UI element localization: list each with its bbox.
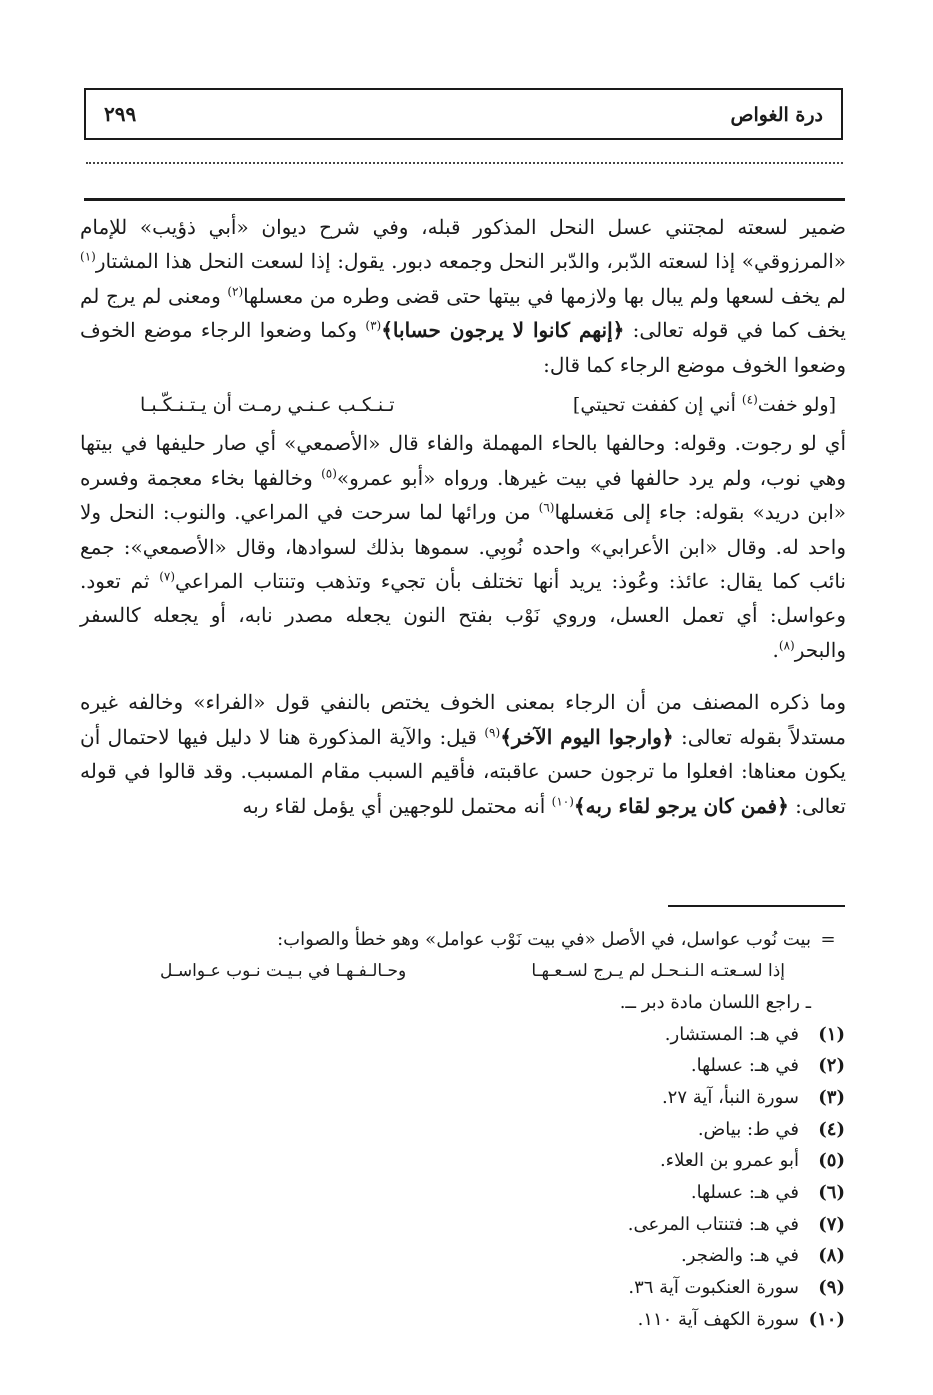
footnote-text: في ط: بياض.	[697, 1118, 799, 1140]
footnote-ref-8: (٨)	[778, 638, 795, 653]
footnote-text: أبو عمرو بن العلاء.	[659, 1150, 799, 1172]
paragraph-3	[80, 426, 846, 667]
footnote-number: (١٠)	[808, 1308, 845, 1330]
paragraph-1-text-b: لم يخف لسعها ولم يبال بها ولازمها في بيتها حتى قضى وطره من معسلها	[243, 283, 846, 308]
page-number: ٢٩٩	[104, 102, 137, 126]
footnotes	[100, 924, 845, 1336]
continuation-mark: =	[820, 929, 836, 950]
footnote-ref-3: (٣)	[365, 318, 382, 333]
footnote-number: (١)	[818, 1023, 845, 1045]
footnote-item	[100, 1050, 845, 1082]
footnote-ref-10: (١٠)	[551, 793, 574, 808]
paragraph-4-text-b: قيل: والآية المذكورة هنا لا دليل فيها لاحتمال أن يكون معناها: افعلوا ما ترجون حسن عاقبته، فأقيم السبب مقام المسبب. وقد قالوا في قوله تعالى:	[80, 724, 846, 818]
footnote-number: (٦)	[818, 1182, 845, 1204]
footnote-number: (٨)	[818, 1245, 845, 1267]
quran-verse-3: ﴿فمن كان يرجو لقاء ربه﴾	[573, 793, 789, 818]
footnote-text: في هـ: المستشار.	[664, 1023, 799, 1045]
paragraph-4	[80, 685, 846, 823]
footnote-ref-1: (١)	[80, 249, 96, 264]
footnote-text: في هـ: عسلها.	[690, 1055, 799, 1077]
footnote-ref-4: (٤)	[741, 392, 758, 407]
footnote-rule	[668, 905, 845, 907]
note-poem-second-hemistich: وحـالـفـهـا في بـيـت نـوب عـواسـل	[160, 960, 407, 981]
footnote-item	[100, 1082, 845, 1114]
quran-verse-2: ﴿وارجوا اليوم الآخر﴾	[500, 724, 674, 749]
paragraph-3-text-e: .	[772, 637, 779, 662]
footnote-text: في هـ: والضجر.	[681, 1245, 799, 1267]
footnote-item	[100, 1114, 845, 1146]
footnote-ref-7: (٧)	[159, 569, 176, 584]
paragraph-1	[80, 210, 846, 382]
footnote-number: (٩)	[818, 1277, 845, 1299]
continued-note-line-1: بيت نُوب عواسل، في الأصل «في بيت نَوْب عوامل» وهو خطأ والصواب:	[277, 929, 811, 950]
footnote-text: في هـ: عسلها.	[690, 1182, 799, 1204]
paragraph-3-text-b: وخالفها بخاء معجمة وفسره «ابن دريد» بقوله: جاء إلى مَغسلها	[80, 465, 847, 525]
poem-second-hemistich: تـنـكـب عـنـي رمـت أن يـتـنـكّـبـا	[140, 394, 395, 417]
footnote-item	[100, 1209, 845, 1241]
footnote-text: سورة العنكبوت آية ٣٦.	[628, 1277, 799, 1299]
dotted-separator	[86, 162, 843, 164]
footnote-item	[100, 1240, 845, 1272]
footnote-list	[100, 1019, 845, 1336]
poem-first-a: [ولو خفت	[757, 394, 836, 417]
poem-first-b: أني إن كففت تحيتي]	[572, 394, 742, 417]
main-text	[80, 210, 846, 823]
footnote-ref-2: (٢)	[227, 284, 244, 299]
paragraph-2-text-a: ومعنى لم يرج لم يخف كما في قوله تعالى:	[80, 283, 846, 343]
footnote-number: (٧)	[818, 1213, 845, 1235]
footnote-number: (٢)	[818, 1055, 845, 1077]
footnote-ref-5: (٥)	[321, 466, 337, 481]
paragraph-3-text-c: من ورائها لما سرحت في المراعي. والنوب: النحل ولا واحد له. وقال «ابن الأعرابي» واحده نُوبِي. سموها بذلك لسوادها، وقال «الأصمعي»: جمع نائب كما يقال: عائذ: وعُوذ: يريد أنها تختلف بأن تجيء وتذهب وتنتاب المراعي	[80, 500, 847, 594]
footnote-text: في هـ: فتنتاب المرعى.	[627, 1213, 799, 1235]
paragraph-4-text-a: وما ذكره المصنف من أن الرجاء بمعنى الخوف يختص بالنفي قول «الفراء» وخالفه غيره مستدلاً بقوله تعالى:	[80, 690, 846, 749]
continued-note-reference	[100, 987, 845, 1019]
paragraph-3-text-d: ثم تعود. وعواسل: أي تعمل العسل، وروي نَوْب بفتح النون يجعله مصدر نابه، أو يجعله كالسفر والبحر	[80, 569, 846, 662]
running-header	[84, 88, 843, 140]
footnote-item	[100, 1019, 845, 1051]
footnote-item	[100, 1304, 845, 1336]
footnote-ref-6: (٦)	[538, 500, 555, 515]
continued-note-poem	[100, 956, 845, 988]
continued-note	[100, 924, 845, 956]
footnote-item	[100, 1272, 845, 1304]
paragraph-4-text-c: أنه محتمل للوجهين أي يؤمل لقاء ربه	[242, 793, 552, 818]
poem-verse	[80, 388, 846, 422]
note-poem-first-hemistich: إذا لسـعتـه الـنـحـل لم يـرج لسـعـهـا	[531, 960, 785, 981]
footnote-number: (٣)	[818, 1086, 845, 1108]
footnote-number: (٥)	[818, 1150, 845, 1172]
book-title: درة الغواص	[730, 104, 823, 126]
header-rule	[84, 198, 845, 201]
footnote-text: سورة النبأ، آية ٢٧.	[661, 1086, 799, 1108]
footnote-text: سورة الكهف آية ١١٠.	[637, 1308, 799, 1330]
paragraph-2-text-b: وكما وضعوا الرجاء موضع الخوف وضعوا الخوف موضع الرجاء كما قال:	[80, 318, 846, 377]
footnote-ref-9: (٩)	[484, 725, 501, 740]
footnote-item	[100, 1145, 845, 1177]
paragraph-3-text-a: أي لو رجوت. وقوله: وحالفها بالحاء المهملة والفاء قال «الأصمعي» أي صار حليفها في بيتها وهي نوب، ولم يرد حالفها في بيت غيرها. ورواه «أبو عمرو»	[80, 431, 847, 490]
quran-verse-1: ﴿إنهم كانوا لا يرجون حسابا﴾	[381, 318, 625, 343]
poem-first-hemistich	[573, 388, 836, 422]
continued-note-line-3: ـ راجع اللسان مادة دبر ــ.	[619, 992, 811, 1013]
footnote-number: (٤)	[818, 1118, 845, 1140]
paragraph-1-text-a: ضمير لسعته لمجتني عسل النحل المذكور قبله، وفي شرح ديوان «أبي ذؤيب» للإمام «المرزوقي» إذا لسعته الدّبر، والدّبر النحل وجمعه دبور. يقول: إذا لسعت النحل هذا المشتار	[80, 215, 846, 274]
footnote-item	[100, 1177, 845, 1209]
